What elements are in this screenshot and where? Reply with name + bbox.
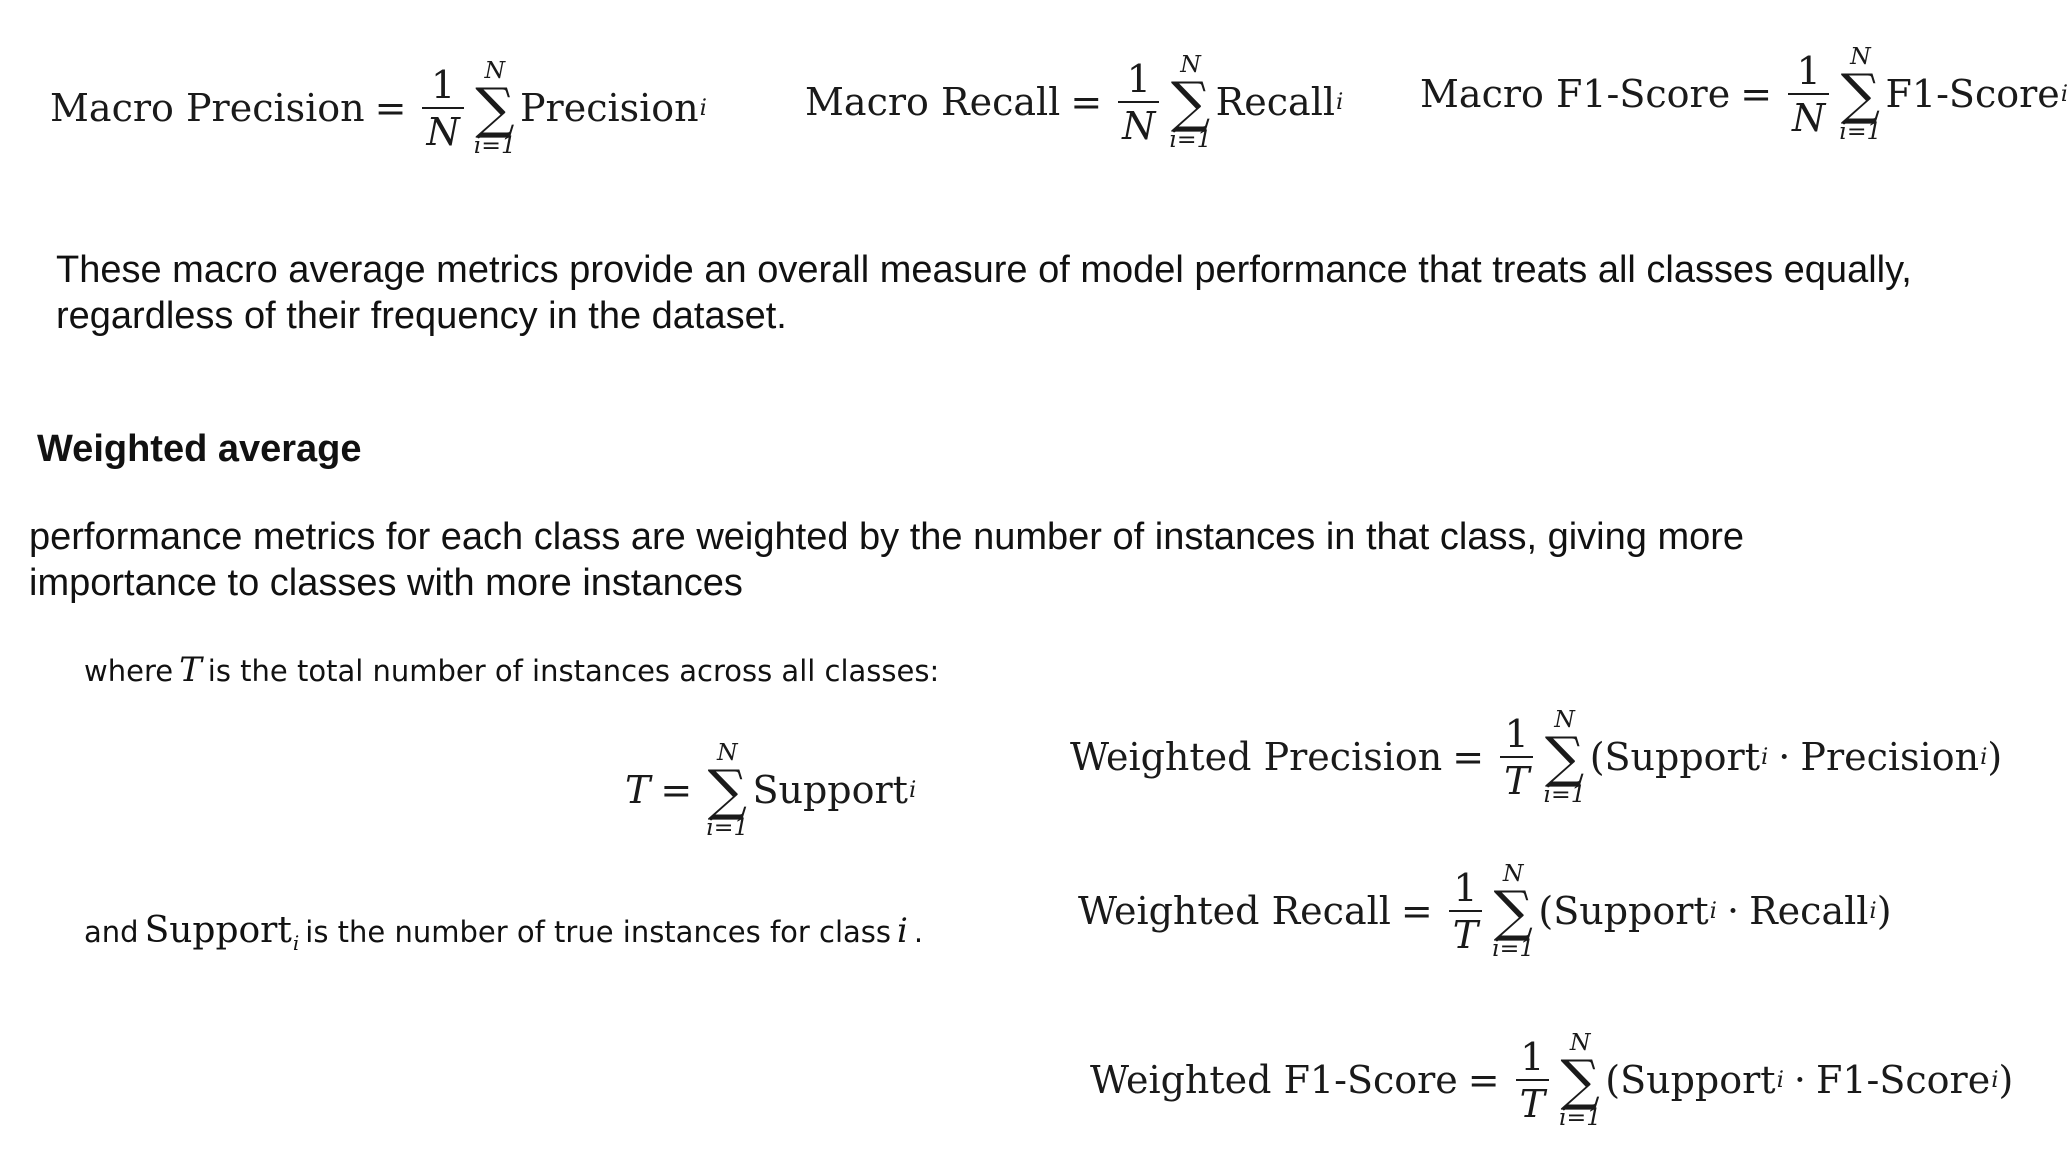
weighted-description: performance metrics for each class are weighted by the number of instances in that class, giving more importance to classes with more instances bbox=[29, 516, 1745, 604]
fraction: $\frac{1}{N}$ bbox=[1788, 52, 1829, 137]
summation: N ∑ i=1 bbox=[1839, 42, 1882, 146]
fraction: $\frac{1}{N}$ bbox=[422, 66, 463, 151]
summation: N ∑ i=1 bbox=[473, 56, 516, 160]
macro-recall-formula: Macro Recall = $\frac{1}{N}$ N ∑ i=1 Recall i bbox=[805, 50, 1344, 154]
weighted-f1-formula: Weighted F1-Score = $\frac{1}{T}$ N ∑ i=1 ( Support i · F1-Score i ) bbox=[1090, 1028, 2014, 1132]
lhs: Weighted F1-Score bbox=[1090, 1058, 1458, 1103]
weighted-recall-formula: Weighted Recall = $\frac{1}{T}$ N ∑ i=1 ( Support i · Recall i ) bbox=[1078, 859, 1892, 963]
macro-description: These macro average metrics provide an overall measure of model performance that treats all classes equally, regardless of their frequency in the dataset. bbox=[56, 249, 1912, 337]
macro-precision-formula: Macro Precision = $\frac{1}{N}$ N ∑ i=1 Precision i bbox=[50, 56, 707, 160]
lhs: Macro F1-Score bbox=[1420, 72, 1731, 117]
summation: N ∑ i=1 bbox=[706, 738, 749, 842]
lhs: Weighted Precision bbox=[1070, 735, 1443, 780]
summation: N ∑ i=1 bbox=[1492, 859, 1535, 963]
lhs: Macro Recall bbox=[805, 80, 1061, 125]
summation: N ∑ i=1 bbox=[1543, 705, 1586, 809]
weighted-precision-formula: Weighted Precision = $\frac{1}{T}$ N ∑ i=1 ( Support i · Precision i ) bbox=[1070, 705, 2003, 809]
support-definition-line: and Support$_i$ is the number of true instances for class i . bbox=[84, 910, 924, 955]
fraction: $\frac{1}{T}$ bbox=[1516, 1038, 1549, 1123]
summation: N ∑ i=1 bbox=[1169, 50, 1212, 154]
section-heading-weighted: Weighted average bbox=[37, 428, 362, 470]
fraction: $\frac{1}{N}$ bbox=[1118, 60, 1159, 145]
fraction: $\frac{1}{T}$ bbox=[1500, 715, 1533, 800]
macro-f1-formula: Macro F1-Score = $\frac{1}{N}$ N ∑ i=1 F1-Score i bbox=[1420, 42, 2068, 146]
total-t-formula: T = N ∑ i=1 Support i bbox=[625, 738, 917, 842]
summation: N ∑ i=1 bbox=[1559, 1028, 1602, 1132]
fraction: $\frac{1}{T}$ bbox=[1449, 869, 1482, 954]
lhs: Macro Precision bbox=[50, 86, 365, 131]
where-t-line: where T is the total number of instances across all classes: bbox=[84, 650, 940, 690]
lhs: Weighted Recall bbox=[1078, 889, 1391, 934]
